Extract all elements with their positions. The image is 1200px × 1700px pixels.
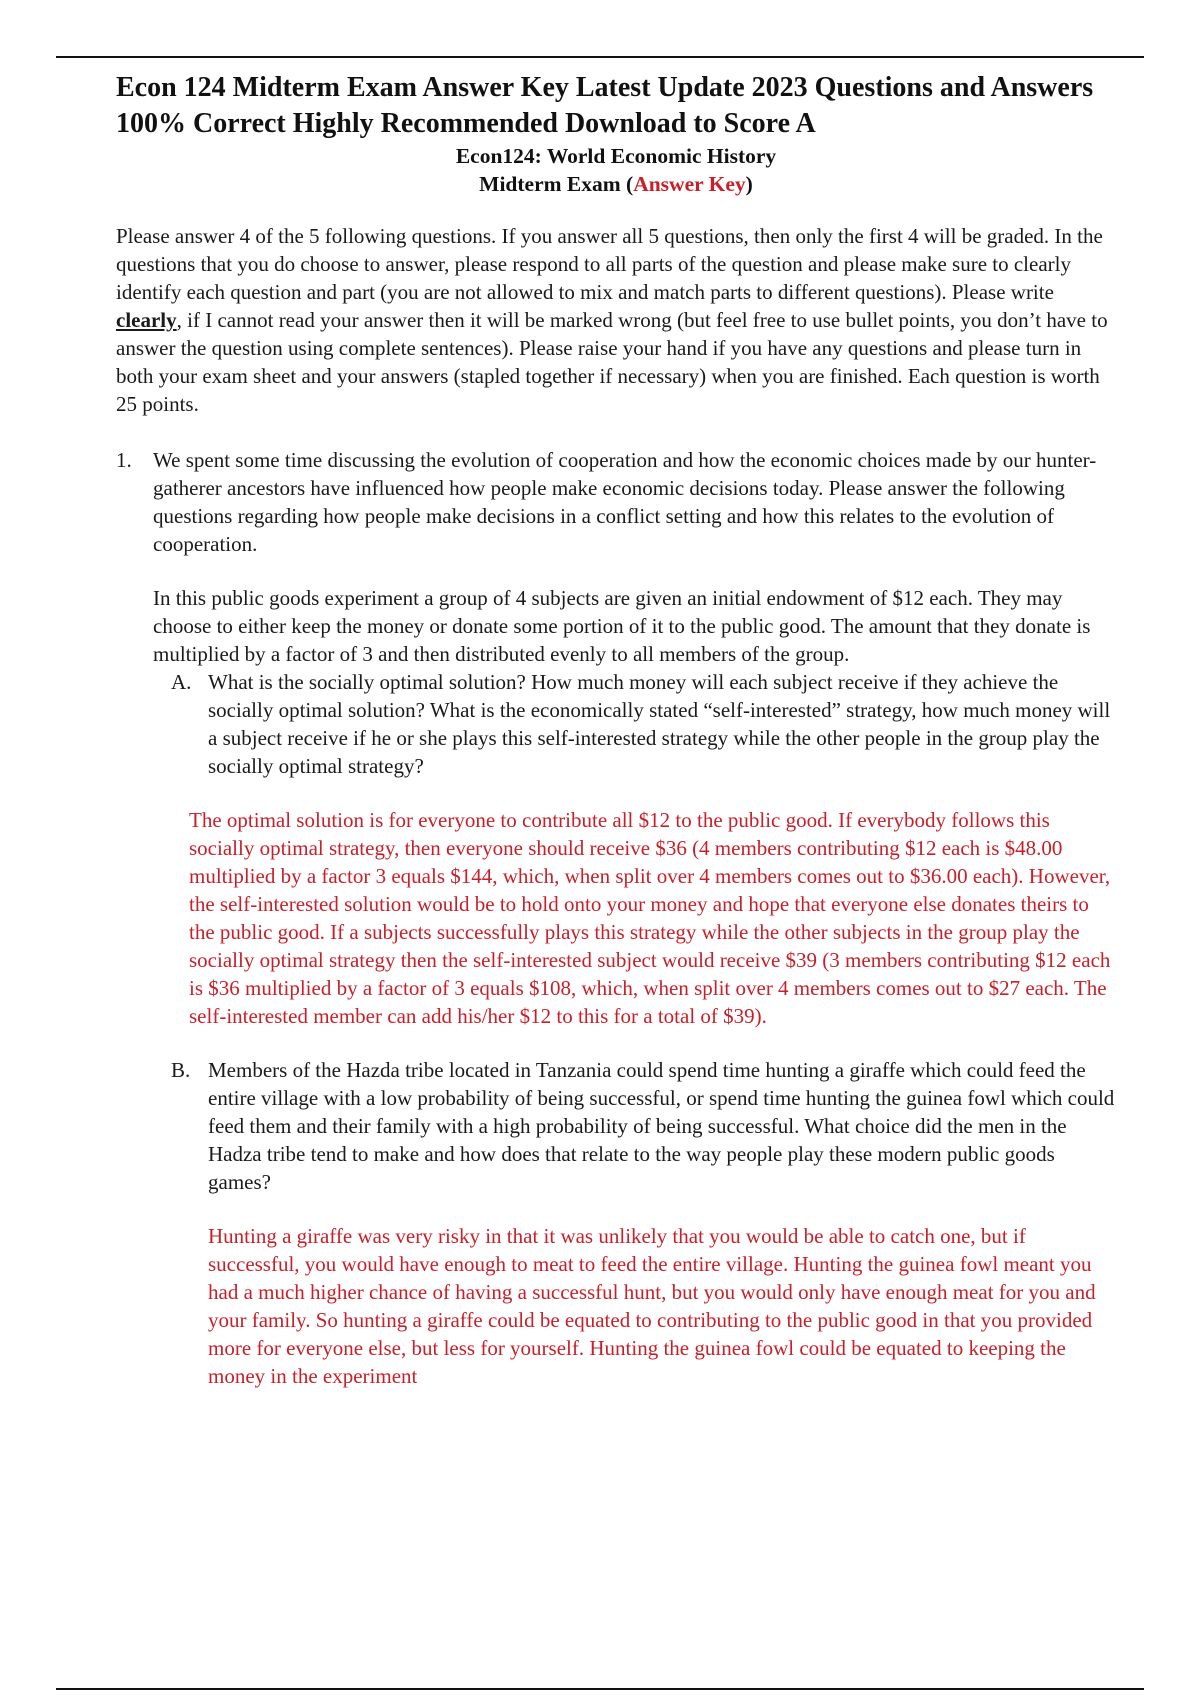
- top-rule: [56, 56, 1144, 58]
- instructions-emphasis: clearly: [116, 308, 177, 332]
- part-a-question: What is the socially optimal solution? How much money will each subject receive if they achieve the socially optimal solution? What is the economically stated “self-interested” strategy, how much money will a subject receive if he or she plays this self-interested strategy while the other people in the group play the socially optimal strategy?: [208, 670, 1111, 778]
- question-1-number: 1.: [116, 448, 132, 472]
- instructions-text-2: , if I cannot read your answer then it will be marked wrong (but feel free to use bullet points, you don’t have to answer the question using complete sentences). Please raise your hand if you have any questions and please turn in both your exam sheet and your answers (stapled together if necessary) when you are finished. Each question is worth 25 points.: [116, 308, 1108, 416]
- part-b-answer: Hunting a giraffe was very risky in that it was unlikely that you would be able to catch one, but if successful, you would have enough to meat to feed the entire village. Hunting the guinea fowl meant you had a much higher chance of having a successful hunt, but you would only have enough meat for you and your family. So hunting a giraffe could be equated to contributing to the public good in that you provided more for everyone else, but less for yourself. Hunting the guinea fowl could be equated to keeping the money in the experiment: [208, 1224, 1096, 1388]
- question-1-part-b: [171, 1056, 1116, 1196]
- document-title: Econ 124 Midterm Exam Answer Key Latest Update 2023 Questions and Answers 100% Correct Highly Recommended Download to Score A: [116, 72, 1094, 139]
- question-1-intro: We spent some time discussing the evolution of cooperation and how the economic choices made by our hunter-gatherer ancestors have influenced how people make economic decisions today. Please answer the following questions regarding how people make decisions in a conflict setting and how this relates to the evolution of cooperation.: [153, 448, 1097, 556]
- answer-key-label: Answer Key: [633, 172, 746, 196]
- part-a-answer: The optimal solution is for everyone to contribute all $12 to the public good. If everybody follows this socially optimal strategy, then everyone should receive $36 (4 members contributing $12 each is $48.00 multiplied by a factor 3 equals $144, which, when split over 4 members comes out to $36.00 each). However, the self-interested solution would be to hold onto your money and hope that everyone else donates theirs to the public good. If a subjects successfully plays this strategy while the other subjects in the group play the socially optimal strategy then the self-interested subject would receive $39 (3 members contributing $12 each is $36 multiplied by a factor of 3 equals $108, which, when split over 4 members comes out to $27 each. The self-interested member can add his/her $12 to this for a total of $39).: [189, 808, 1111, 1028]
- exam-instructions: [116, 222, 1116, 418]
- bottom-rule: [56, 1688, 1144, 1690]
- part-b-letter: B.: [171, 1058, 191, 1082]
- document-page: [116, 70, 1116, 1390]
- instructions-text-1: Please answer 4 of the 5 following questions. If you answer all 5 questions, then only the first 4 will be graded. In the questions that you do choose to answer, please respond to all parts of the question and please make sure to clearly identify each question and part (you are not allowed to mix and match parts to different questions). Please write: [116, 224, 1103, 304]
- exam-heading: [116, 170, 1116, 198]
- course-title: Econ124: World Economic History: [455, 144, 777, 168]
- part-a-letter: A.: [171, 670, 192, 694]
- question-1-part-a: [171, 668, 1116, 780]
- exam-heading-suffix: ): [745, 172, 753, 196]
- exam-heading-prefix: Midterm Exam (: [479, 172, 634, 196]
- question-1: [116, 446, 1116, 1390]
- part-b-question: Members of the Hazda tribe located in Tanzania could spend time hunting a giraffe which could feed the entire village with a low probability of being successful, or spend time hunting the guinea fowl which could feed them and their family with a high probability of being successful. What choice did the men in the Hadza tribe tend to make and how does that relate to the way people play these modern public goods games?: [208, 1058, 1115, 1194]
- question-1-setup: In this public goods experiment a group of 4 subjects are given an initial endowment of $12 each. They may choose to either keep the money or donate some portion of it to the public good. The amount that they donate is multiplied by a factor of 3 and then distributed evenly to all members of the group.: [153, 586, 1091, 666]
